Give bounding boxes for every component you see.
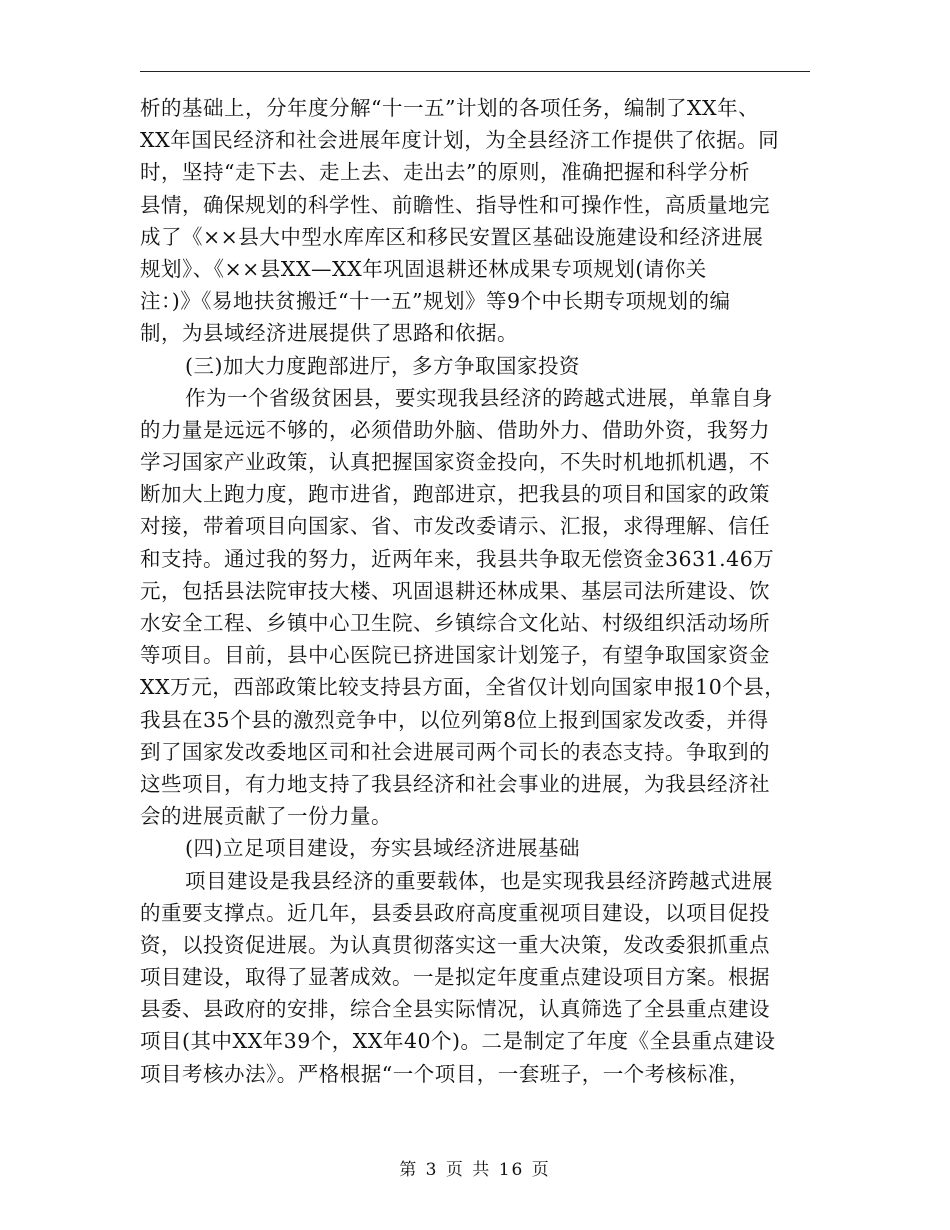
- text-line: 注：)》《易地扶贫搬迁“十一五”规划》等9个中长期专项规划的编: [140, 289, 731, 314]
- text-line: 等项目。目前，县中心医院已挤进国家计划笼子，有望争取国家资金: [140, 643, 770, 668]
- text-line: 县情，确保规划的科学性、前瞻性、指导性和可操作性，高质量地完: [140, 192, 770, 217]
- text-line: 到了国家发改委地区司和社会进展司两个司长的表态支持。争取到的: [140, 739, 770, 764]
- text-line: 时，坚持“走下去、走上去、走出去”的原则，准确把握和科学分析: [140, 160, 750, 185]
- section-heading: (四)立足项目建设，夯实县域经济进展基础: [185, 836, 580, 861]
- section-heading: (三)加大力度跑部进厅，多方争取国家投资: [185, 353, 580, 378]
- text-line: 对接，带着项目向国家、省、市发改委请示、汇报，求得理解、信任: [140, 514, 770, 539]
- text-line: 析的基础上，分年度分解“十一五”计划的各项任务，编制了XX年、: [140, 96, 760, 120]
- text-line: 作为一个省级贫困县，要实现我县经济的跨越式进展，单靠自身: [185, 385, 773, 410]
- text-line: 断加大上跑力度，跑市进省，跑部进京，把我县的项目和国家的政策: [140, 482, 770, 507]
- text-line: 我县在35个县的激烈竞争中，以位列第8位上报到国家发改委，并得: [140, 707, 769, 732]
- text-line: 资，以投资促进展。为认真贯彻落实这一重大决策，发改委狠抓重点: [140, 932, 770, 957]
- page-number-footer: 第 3 页 共 16 页: [399, 1160, 551, 1180]
- header-rule: [140, 71, 810, 72]
- text-line: 和支持。通过我的努力，近两年来，我县共争取无偿资金3631.46万: [140, 546, 775, 571]
- text-line: 项目建设是我县经济的重要载体，也是实现我县经济跨越式进展: [185, 868, 773, 893]
- body-text: [140, 92, 810, 1090]
- text-line: XX万元，西部政策比较支持县方面，全省仅计划向国家申报10个县，: [140, 675, 786, 700]
- text-line: 项目建设，取得了显著成效。一是拟定年度重点建设项目方案。根据: [140, 965, 770, 990]
- text-line: 会的进展贡献了一份力量。: [140, 804, 392, 829]
- text-line: XX年国民经济和社会进展年度计划，为全县经济工作提供了依据。同: [140, 128, 780, 153]
- text-line: 的力量是远远不够的，必须借助外脑、借助外力、借助外资，我努力: [140, 417, 770, 442]
- text-line: 制，为县域经济进展提供了思路和依据。: [140, 321, 518, 346]
- text-line: 这些项目，有力地支持了我县经济和社会事业的进展，为我县经济社: [140, 771, 770, 796]
- text-line: 的重要支撑点。近几年，县委县政府高度重视项目建设，以项目促投: [140, 900, 770, 925]
- text-line: 成了《××县大中型水库库区和移民安置区基础设施建设和经济进展: [140, 224, 764, 249]
- text-line: 水安全工程、乡镇中心卫生院、乡镇综合文化站、村级组织活动场所: [140, 611, 770, 635]
- text-line: 县委、县政府的安排，综合全县实际情况，认真筛选了全县重点建设: [140, 997, 770, 1022]
- text-line: 规划》、《××县XX—XX年巩固退耕还林成果专项规划(请你关: [140, 256, 707, 281]
- text-line: 项目考核办法》。严格根据“一个项目，一套班子，一个考核标准，: [140, 1061, 750, 1086]
- text-line: 学习国家产业政策，认真把握国家资金投向，不失时机地抓机遇，不: [140, 450, 770, 475]
- text-line: 元，包括县法院审技大楼、巩固退耕还林成果、基层司法所建设、饮: [140, 578, 770, 603]
- text-line: 项目(其中XX年39个，XX年40个)。二是制定了年度《全县重点建设: [140, 1029, 776, 1054]
